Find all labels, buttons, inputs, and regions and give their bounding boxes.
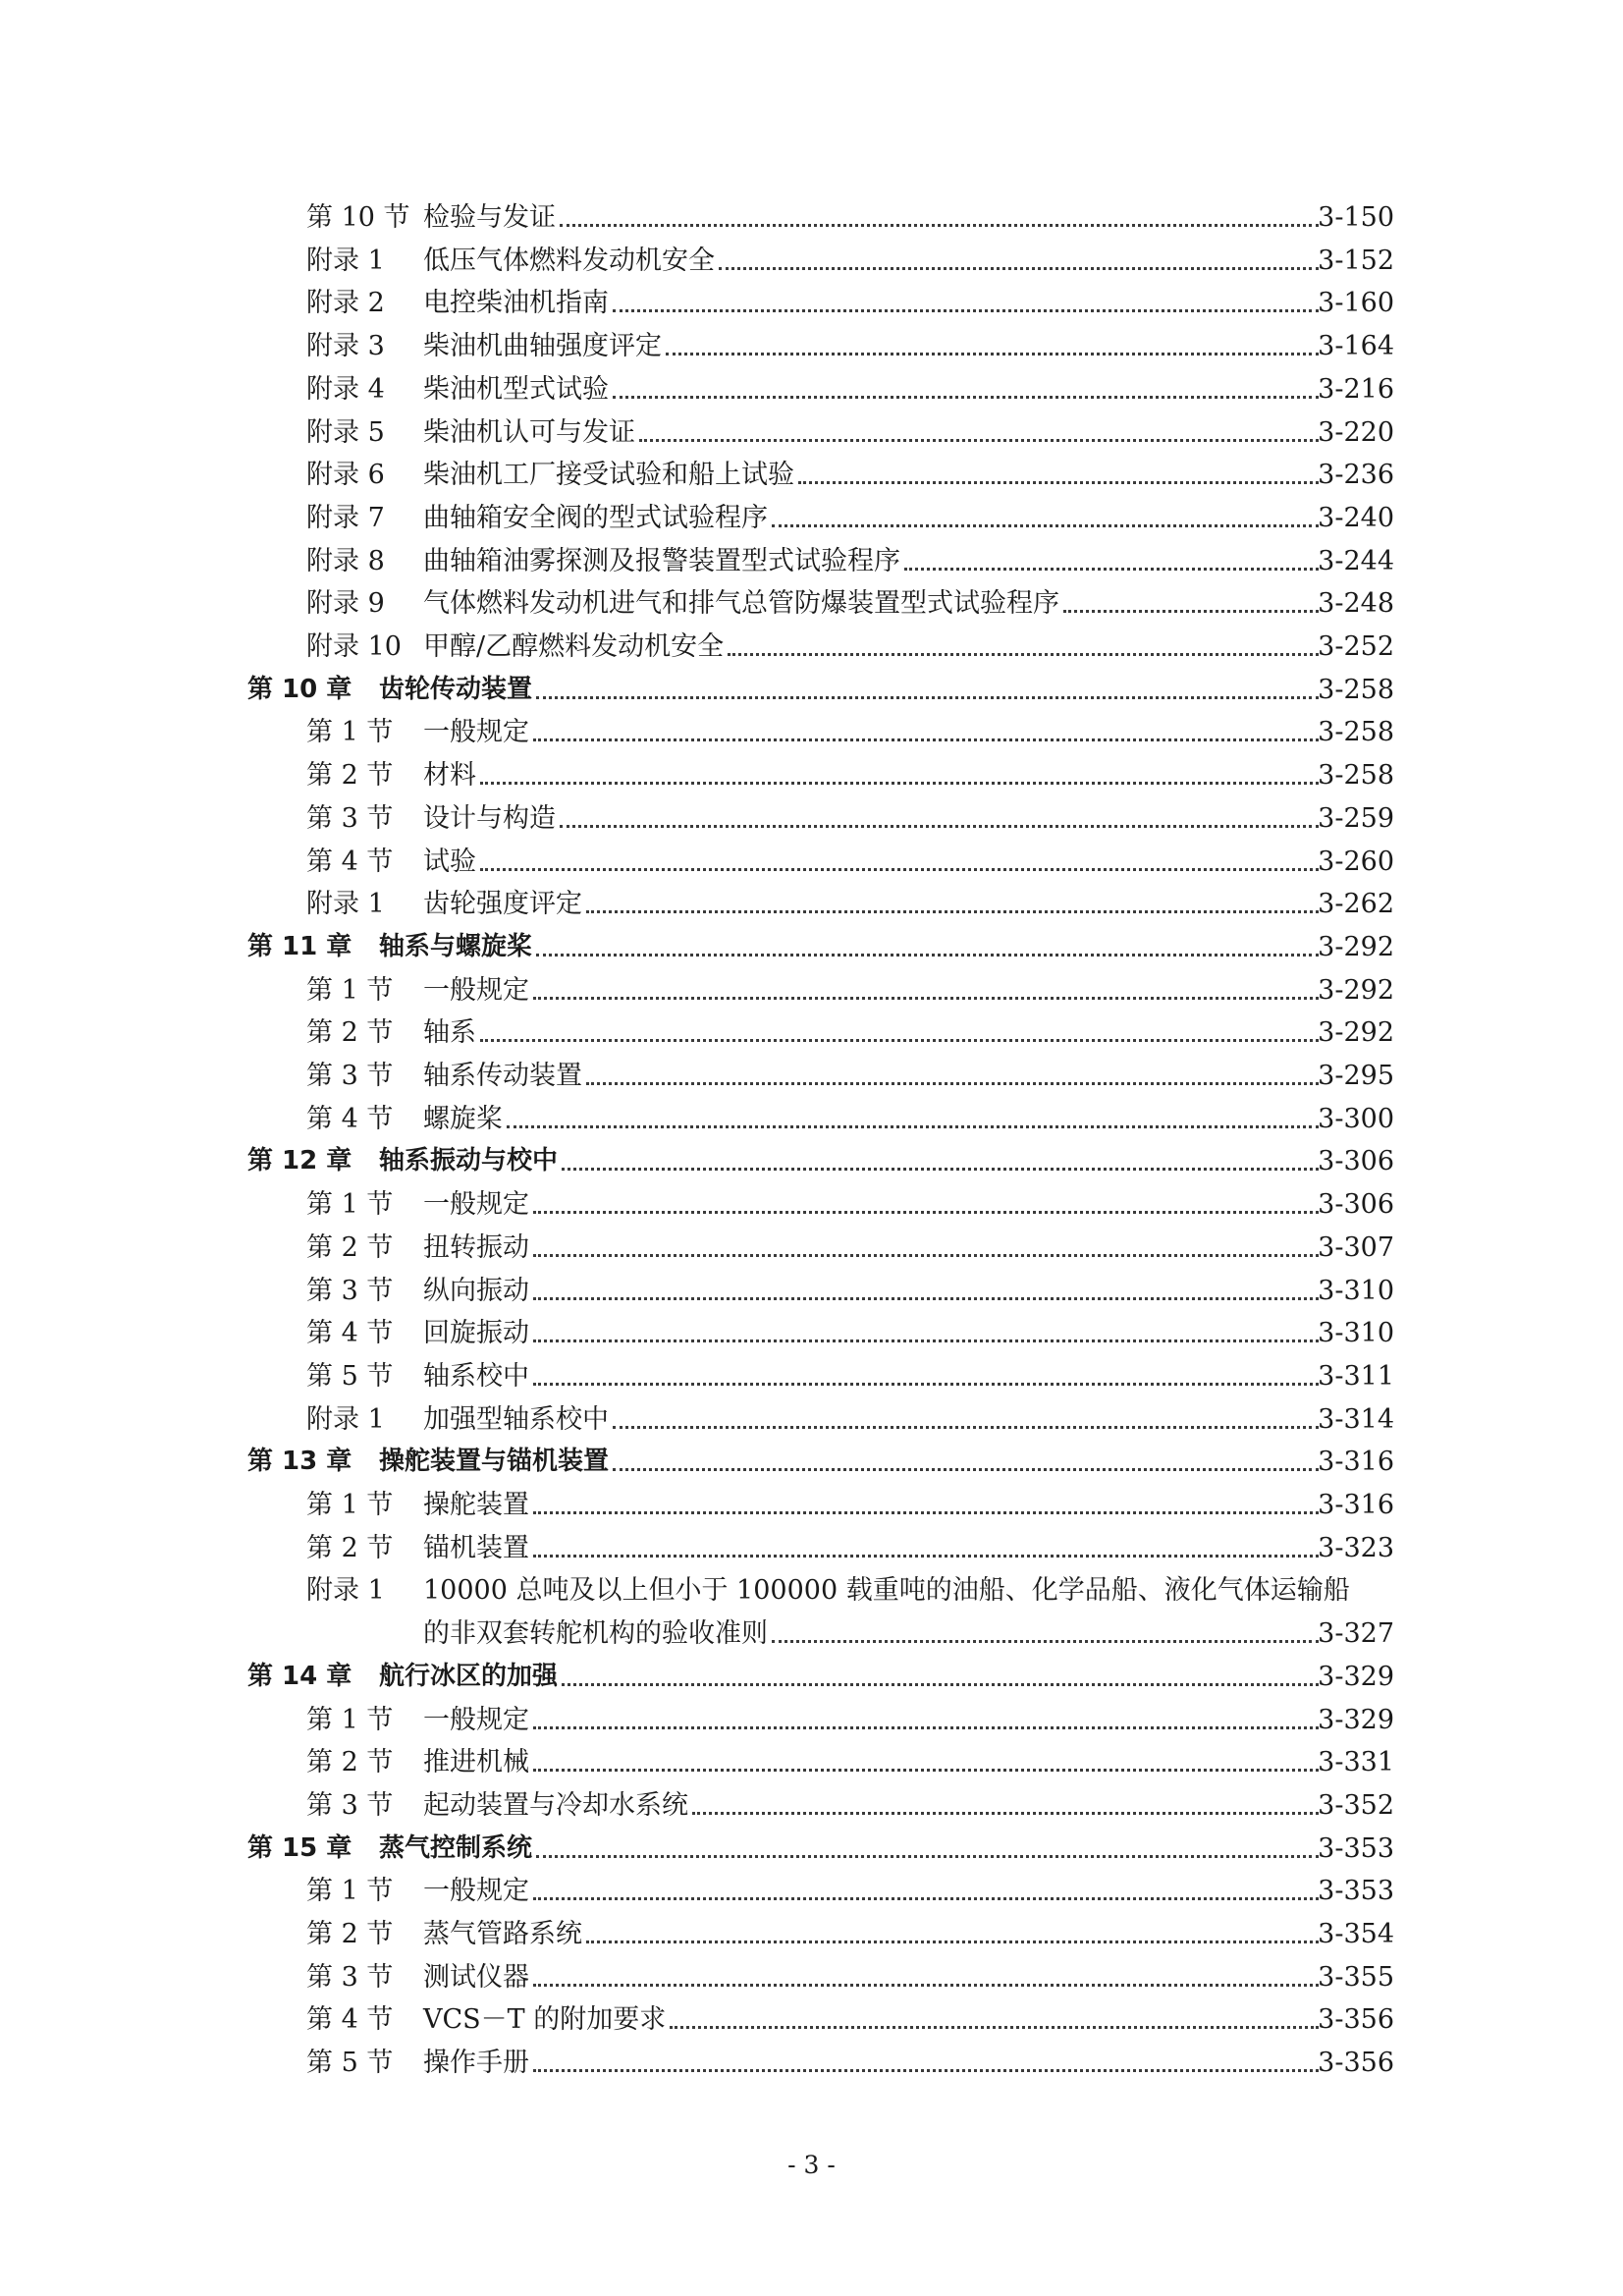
toc-entry-title: 一般规定 bbox=[423, 1704, 529, 1735]
dot-leader bbox=[586, 910, 1319, 913]
toc-entry[interactable] bbox=[0, 1484, 1623, 1527]
toc-entry[interactable] bbox=[0, 411, 1623, 455]
toc-entry[interactable] bbox=[0, 1741, 1623, 1784]
toc-entry-label: 第 4 节 bbox=[306, 1318, 394, 1349]
toc-entry[interactable] bbox=[0, 1098, 1623, 1141]
toc-entry-page: 3-327 bbox=[1318, 1618, 1394, 1650]
toc-entry-label: 第 14 章 bbox=[247, 1661, 352, 1691]
toc-entry-title: 齿轮传动装置 bbox=[379, 674, 533, 704]
dot-leader bbox=[480, 782, 1319, 785]
toc-entry[interactable] bbox=[0, 883, 1623, 926]
toc-entry-page: 3-164 bbox=[1318, 331, 1394, 362]
toc-entry-label: 附录 3 bbox=[306, 331, 385, 362]
toc-entry[interactable] bbox=[0, 1569, 1623, 1613]
toc-entry[interactable] bbox=[0, 1227, 1623, 1270]
toc-entry-page: 3-316 bbox=[1318, 1447, 1394, 1478]
toc-entry-title: 一般规定 bbox=[423, 1876, 529, 1907]
toc-entry-page: 3-262 bbox=[1318, 889, 1394, 920]
dot-leader bbox=[772, 1640, 1319, 1643]
toc-entry-title: 扭转振动 bbox=[423, 1231, 529, 1263]
toc-entry-page: 3-307 bbox=[1318, 1231, 1394, 1263]
dot-leader bbox=[533, 738, 1319, 741]
toc-entry-label: 第 1 节 bbox=[306, 1189, 394, 1221]
toc-entry-label: 第 3 节 bbox=[306, 802, 394, 834]
toc-entry[interactable] bbox=[0, 1312, 1623, 1355]
toc-entry-title: 曲轴箱安全阀的型式试验程序 bbox=[423, 502, 768, 533]
toc-entry[interactable] bbox=[0, 2042, 1623, 2085]
toc-entry-title: 加强型轴系校中 bbox=[423, 1403, 609, 1435]
toc-entry-title: 一般规定 bbox=[423, 1189, 529, 1221]
dot-leader bbox=[639, 439, 1319, 442]
dot-leader bbox=[480, 868, 1319, 871]
toc-entry[interactable] bbox=[0, 540, 1623, 583]
toc-entry-label: 第 4 节 bbox=[306, 2004, 394, 2036]
toc-entry[interactable] bbox=[0, 969, 1623, 1012]
toc-entry-page: 3-258 bbox=[1318, 760, 1394, 792]
dot-leader bbox=[533, 1555, 1319, 1558]
dot-leader bbox=[533, 997, 1319, 1000]
toc-entry-page: 3-258 bbox=[1318, 717, 1394, 748]
toc-entry-label: 第 2 节 bbox=[306, 1017, 394, 1049]
toc-entry-label: 第 3 节 bbox=[306, 1789, 394, 1821]
toc-entry-title: 低压气体燃料发动机安全 bbox=[423, 245, 715, 276]
toc-entry[interactable] bbox=[0, 626, 1623, 669]
toc-entry[interactable] bbox=[0, 196, 1623, 240]
toc-entry-label: 附录 4 bbox=[306, 373, 385, 405]
toc-entry-page: 3-314 bbox=[1318, 1403, 1394, 1435]
toc-entry[interactable] bbox=[0, 368, 1623, 411]
toc-entry-label: 第 12 章 bbox=[247, 1146, 352, 1176]
dot-leader bbox=[507, 1125, 1319, 1128]
toc-entry-page: 3-300 bbox=[1318, 1103, 1394, 1134]
toc-entry-label: 附录 1 bbox=[306, 889, 385, 920]
toc-entry-label: 第 10 章 bbox=[247, 674, 352, 704]
toc-entry-page: 3-355 bbox=[1318, 1961, 1394, 1993]
toc-entry[interactable] bbox=[0, 1398, 1623, 1442]
toc-entry-page: 3-310 bbox=[1318, 1318, 1394, 1349]
toc-entry-title: 设计与构造 bbox=[423, 802, 556, 834]
toc-entry-title: 材料 bbox=[423, 760, 476, 792]
dot-leader bbox=[586, 1082, 1319, 1085]
dot-leader bbox=[798, 481, 1319, 484]
toc-entry-title: 操舵装置 bbox=[423, 1490, 529, 1520]
toc-chapter-entry[interactable] bbox=[0, 1656, 1623, 1699]
toc-entry-label: 第 3 节 bbox=[306, 1961, 394, 1993]
toc-entry-title: 蒸气管路系统 bbox=[423, 1919, 582, 1949]
toc-entry-page: 3-329 bbox=[1318, 1704, 1394, 1735]
dot-leader bbox=[772, 524, 1319, 527]
toc-entry-title: 一般规定 bbox=[423, 717, 529, 748]
toc-entry-page: 3-160 bbox=[1318, 288, 1394, 319]
toc-entry-label: 附录 8 bbox=[306, 545, 385, 576]
toc-entry-page: 3-292 bbox=[1318, 974, 1394, 1006]
toc-entry-title: 气体燃料发动机进气和排气总管防爆装置型式试验程序 bbox=[423, 588, 1059, 620]
toc-entry-title: 检验与发证 bbox=[423, 202, 556, 233]
toc-entry-title: 纵向振动 bbox=[423, 1275, 529, 1306]
toc-entry-label: 第 13 章 bbox=[247, 1447, 352, 1477]
dot-leader bbox=[562, 1168, 1319, 1171]
toc-entry[interactable] bbox=[0, 240, 1623, 283]
toc-entry-title: 电控柴油机指南 bbox=[423, 288, 609, 319]
dot-leader bbox=[1063, 610, 1319, 613]
dot-leader bbox=[533, 1726, 1319, 1729]
toc-entry-page: 3-150 bbox=[1318, 202, 1394, 233]
toc-entry[interactable] bbox=[0, 797, 1623, 841]
toc-entry-title: 测试仪器 bbox=[423, 1961, 529, 1993]
toc-entry[interactable] bbox=[0, 1913, 1623, 1956]
dot-leader bbox=[536, 696, 1319, 699]
toc-entry-title: 柴油机认可与发证 bbox=[423, 416, 635, 448]
toc-entry-title: 操舵装置与锚机装置 bbox=[379, 1447, 610, 1477]
dot-leader bbox=[692, 1812, 1319, 1815]
toc-entry-label: 第 1 节 bbox=[306, 974, 394, 1006]
toc-entry[interactable] bbox=[0, 1011, 1623, 1055]
dot-leader bbox=[560, 224, 1319, 227]
dot-leader bbox=[533, 1297, 1319, 1300]
toc-entry-page: 3-356 bbox=[1318, 2004, 1394, 2036]
toc-entry-label: 第 11 章 bbox=[247, 931, 352, 961]
toc-chapter-entry[interactable] bbox=[0, 1140, 1623, 1183]
toc-entry-label: 第 1 节 bbox=[306, 1704, 394, 1735]
dot-leader bbox=[536, 1855, 1319, 1858]
toc-entry-page: 3-311 bbox=[1318, 1360, 1394, 1392]
toc-entry-page: 3-352 bbox=[1318, 1789, 1394, 1821]
toc-entry-page: 3-259 bbox=[1318, 802, 1394, 834]
toc-entry[interactable] bbox=[0, 711, 1623, 754]
toc-entry[interactable] bbox=[0, 1699, 1623, 1742]
toc-entry-page: 3-220 bbox=[1318, 416, 1394, 448]
toc-entry[interactable] bbox=[0, 1270, 1623, 1313]
toc-entry[interactable] bbox=[0, 1613, 1623, 1656]
toc-entry-page: 3-354 bbox=[1318, 1919, 1394, 1949]
dot-leader bbox=[533, 1383, 1319, 1386]
toc-entry[interactable] bbox=[0, 1998, 1623, 2042]
dot-leader bbox=[533, 1254, 1319, 1257]
toc-entry-label: 第 1 节 bbox=[306, 717, 394, 748]
toc-entry-label: 附录 2 bbox=[306, 288, 385, 319]
toc-entry[interactable] bbox=[0, 1527, 1623, 1570]
toc-entry-label: 附录 6 bbox=[306, 460, 385, 491]
dot-leader bbox=[613, 396, 1319, 399]
toc-entry-page: 3-292 bbox=[1318, 1017, 1394, 1049]
toc-entry[interactable] bbox=[0, 1355, 1623, 1398]
dot-leader bbox=[533, 2069, 1319, 2072]
toc-entry-label: 第 4 节 bbox=[306, 846, 394, 877]
toc-entry-page: 3-152 bbox=[1318, 245, 1394, 276]
toc-entry-label: 附录 1 bbox=[306, 1403, 385, 1435]
toc-entry[interactable] bbox=[0, 1055, 1623, 1098]
toc-entry-label: 第 2 节 bbox=[306, 1747, 394, 1778]
toc-entry-page: 3-252 bbox=[1318, 631, 1394, 662]
toc-entry-label: 第 2 节 bbox=[306, 760, 394, 792]
dot-leader bbox=[533, 1897, 1319, 1900]
toc-entry-title: 锚机装置 bbox=[423, 1532, 529, 1563]
dot-leader bbox=[533, 1769, 1319, 1772]
toc-entry-page: 3-306 bbox=[1318, 1146, 1394, 1177]
toc-entry-page: 3-306 bbox=[1318, 1189, 1394, 1221]
toc-entry-title: 一般规定 bbox=[423, 974, 529, 1006]
toc-entry-page: 3-329 bbox=[1318, 1661, 1394, 1692]
dot-leader bbox=[560, 825, 1319, 828]
toc-chapter-entry[interactable] bbox=[0, 1441, 1623, 1484]
toc-entry-title: 航行冰区的加强 bbox=[379, 1661, 559, 1691]
toc-entry-label: 第 3 节 bbox=[306, 1275, 394, 1306]
dot-leader bbox=[562, 1683, 1319, 1686]
toc-entry-label: 附录 10 bbox=[306, 631, 402, 662]
toc-entry-title: 轴系与螺旋桨 bbox=[379, 931, 533, 961]
toc-entry-label: 第 2 节 bbox=[306, 1532, 394, 1563]
toc-entry-page: 3-244 bbox=[1318, 545, 1394, 576]
toc-entry-title: 10000 总吨及以上但小于 100000 载重吨的油船、化学品船、液化气体运输船 bbox=[423, 1575, 1350, 1607]
toc-entry-title: 齿轮强度评定 bbox=[423, 889, 582, 920]
dot-leader bbox=[533, 1984, 1319, 1987]
toc-entry-page: 3-316 bbox=[1318, 1490, 1394, 1520]
toc-entry-page: 3-292 bbox=[1318, 931, 1394, 962]
toc-entry-title: 轴系传动装置 bbox=[423, 1061, 582, 1091]
toc-entry-label: 第 2 节 bbox=[306, 1919, 394, 1949]
dot-leader bbox=[670, 2026, 1319, 2029]
toc-entry-page: 3-295 bbox=[1318, 1061, 1394, 1091]
toc-entry[interactable] bbox=[0, 582, 1623, 626]
toc-entry-label: 第 5 节 bbox=[306, 1360, 394, 1392]
toc-entry[interactable] bbox=[0, 1784, 1623, 1828]
toc-entry-label: 附录 5 bbox=[306, 416, 385, 448]
toc-entry-title: 曲轴箱油雾探测及报警装置型式试验程序 bbox=[423, 545, 900, 576]
toc-entry-page: 3-356 bbox=[1318, 2048, 1394, 2079]
toc-entry-title: 螺旋桨 bbox=[423, 1103, 503, 1134]
toc-entry[interactable] bbox=[0, 1183, 1623, 1227]
toc-entry[interactable] bbox=[0, 754, 1623, 797]
toc-entry-page: 3-323 bbox=[1318, 1532, 1394, 1563]
toc-entry-page: 3-258 bbox=[1318, 674, 1394, 705]
toc-entry-label: 第 1 节 bbox=[306, 1490, 394, 1520]
toc-entry[interactable] bbox=[0, 282, 1623, 325]
toc-entry-title: 柴油机曲轴强度评定 bbox=[423, 331, 662, 362]
dot-leader bbox=[613, 309, 1319, 312]
page-number: - 3 - bbox=[787, 2151, 836, 2179]
toc-entry-page: 3-240 bbox=[1318, 502, 1394, 533]
dot-leader bbox=[533, 1511, 1319, 1514]
toc-entry-label: 第 3 节 bbox=[306, 1061, 394, 1091]
dot-leader bbox=[586, 1941, 1319, 1943]
toc-entry-label: 第 15 章 bbox=[247, 1832, 352, 1863]
toc-entry-page: 3-216 bbox=[1318, 373, 1394, 405]
toc-entry-label: 附录 7 bbox=[306, 502, 385, 533]
toc-entry-page: 3-353 bbox=[1318, 1876, 1394, 1907]
toc-entry-title: 柴油机型式试验 bbox=[423, 373, 609, 405]
toc-entry-page: 3-248 bbox=[1318, 588, 1394, 620]
toc-entry-title: 蒸气控制系统 bbox=[379, 1832, 533, 1863]
toc-entry[interactable] bbox=[0, 841, 1623, 884]
toc-entry-page: 3-260 bbox=[1318, 846, 1394, 877]
toc-entry-page: 3-353 bbox=[1318, 1832, 1394, 1864]
toc-entry[interactable] bbox=[0, 325, 1623, 368]
toc-entry-label: 第 4 节 bbox=[306, 1103, 394, 1134]
dot-leader bbox=[533, 1339, 1319, 1342]
toc-entry-title: 轴系校中 bbox=[423, 1360, 529, 1392]
toc-chapter-entry[interactable] bbox=[0, 926, 1623, 969]
toc-entry-title: 轴系振动与校中 bbox=[379, 1146, 559, 1176]
toc-entry[interactable] bbox=[0, 497, 1623, 540]
toc-entry-label: 附录 1 bbox=[306, 245, 385, 276]
toc-entry-title: 推进机械 bbox=[423, 1747, 529, 1778]
toc-entry-label: 第 10 节 bbox=[306, 202, 410, 233]
toc-entry-title: VCS－T 的附加要求 bbox=[423, 2004, 667, 2036]
toc-entry-page: 3-236 bbox=[1318, 460, 1394, 491]
dot-leader bbox=[613, 1468, 1319, 1471]
toc-entry-title: 回旋振动 bbox=[423, 1318, 529, 1349]
toc-entry-page: 3-310 bbox=[1318, 1275, 1394, 1306]
toc-entry-title: 柴油机工厂接受试验和船上试验 bbox=[423, 460, 794, 491]
toc-entry-title: 试验 bbox=[423, 846, 476, 877]
dot-leader bbox=[613, 1426, 1319, 1429]
toc-entry-label: 附录 9 bbox=[306, 588, 385, 620]
toc-entry-title: 操作手册 bbox=[423, 2048, 529, 2079]
dot-leader bbox=[533, 1211, 1319, 1214]
dot-leader bbox=[666, 353, 1319, 355]
toc-entry-title: 甲醇/乙醇燃料发动机安全 bbox=[423, 631, 725, 662]
toc-chapter-entry[interactable] bbox=[0, 1828, 1623, 1871]
toc-entry[interactable] bbox=[0, 1956, 1623, 1999]
dot-leader bbox=[728, 653, 1319, 656]
toc-entry-label: 第 2 节 bbox=[306, 1231, 394, 1263]
toc-chapter-entry[interactable] bbox=[0, 669, 1623, 712]
toc-entry-page: 3-331 bbox=[1318, 1747, 1394, 1778]
toc-entry-label: 第 1 节 bbox=[306, 1876, 394, 1907]
dot-leader bbox=[480, 1039, 1319, 1042]
toc-entry-title: 轴系 bbox=[423, 1017, 476, 1049]
dot-leader bbox=[904, 568, 1319, 571]
dot-leader bbox=[536, 954, 1319, 957]
toc-entry-label: 第 5 节 bbox=[306, 2048, 394, 2079]
toc-entry[interactable] bbox=[0, 1870, 1623, 1913]
toc-entry-label: 附录 1 bbox=[306, 1575, 385, 1607]
toc-entry-title: 起动装置与冷却水系统 bbox=[423, 1789, 688, 1821]
toc-entry[interactable] bbox=[0, 454, 1623, 497]
toc-entry-title: 的非双套转舵机构的验收准则 bbox=[423, 1618, 768, 1650]
dot-leader bbox=[719, 267, 1319, 270]
